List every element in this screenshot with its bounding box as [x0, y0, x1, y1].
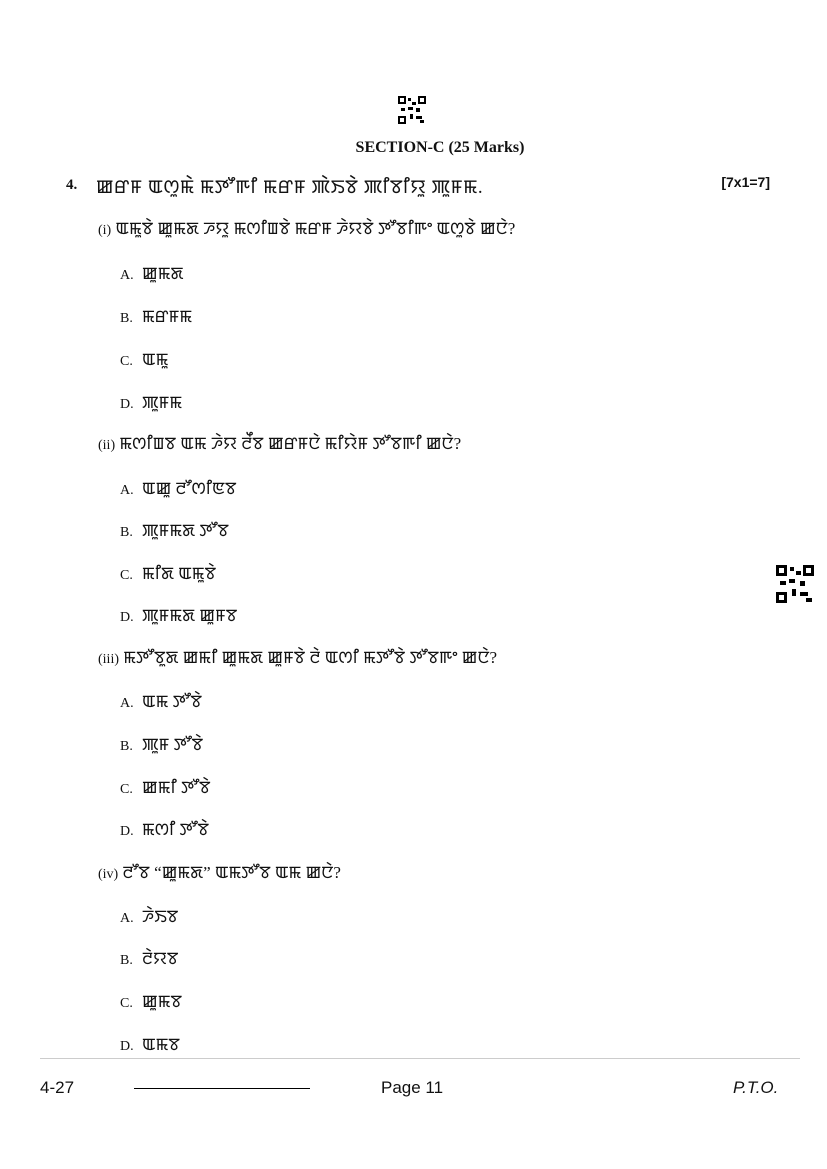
option-label: B.: [120, 525, 133, 540]
option-4b: [120, 947, 178, 970]
subquestion-text: ꯂꯧꯕ “ꯀꯨꯃꯗ” ꯑꯃꯇꯧꯕ ꯑꯃ ꯀꯅꯥ?: [122, 863, 341, 882]
option-label: D.: [120, 610, 134, 625]
option-label: D.: [120, 397, 134, 412]
option-label: C.: [120, 354, 133, 369]
paper-code: 4-27: [40, 1078, 75, 1097]
option-label: A.: [120, 483, 134, 498]
subquestion-4: [98, 861, 341, 884]
subquestion-2: [98, 432, 461, 455]
subquestion-text: ꯃꯇꯧꯕꯨꯗ ꯀꯃꯤ ꯀꯨꯃꯗ ꯀꯨꯝꯕꯥ ꯂꯥ ꯑꯁꯤ ꯃꯇꯧꯕꯥ ꯇꯧꯕꯒꯦ ꯀꯅꯥ?: [123, 648, 498, 667]
option-4a: [120, 905, 178, 928]
option-label: A.: [120, 268, 134, 283]
option-1a: [120, 262, 183, 285]
option-text: ꯀꯃꯤ ꯇꯧꯕꯥ: [142, 778, 211, 797]
option-2a: [120, 477, 237, 500]
option-label: C.: [120, 782, 133, 797]
option-1b: [120, 305, 192, 328]
option-2b: [120, 519, 229, 542]
option-label: D.: [120, 1039, 134, 1054]
qr-code-side: [776, 565, 814, 603]
option-text: ꯍꯥꯏꯕ: [142, 907, 179, 926]
option-label: C.: [120, 996, 133, 1011]
qr-code-top: [398, 96, 426, 124]
qr-code-top-icon: [398, 96, 426, 124]
footer-rule: [134, 1088, 310, 1089]
option-2c: [120, 562, 216, 585]
option-text: ꯑꯃ ꯇꯧꯕꯥ: [142, 692, 203, 711]
question-number: 4.: [66, 177, 78, 193]
section-title: SECTION-C (25 Marks): [355, 139, 525, 156]
pto-label: P.T.O.: [733, 1078, 779, 1097]
option-text: ꯄꯨꯝꯃꯗ ꯇꯧꯕ: [142, 521, 229, 540]
subquestion-label: (iii): [98, 652, 119, 667]
option-label: B.: [120, 311, 133, 326]
subquestion-text: ꯃꯁꯤꯡꯕ ꯑꯃ ꯍꯥꯌ ꯂꯩꯕ ꯀꯔꯝꯅꯥ ꯃꯤꯌꯥꯝ ꯇꯧꯕꯒꯤ ꯀꯅꯥ?: [119, 434, 462, 453]
subquestion-1: [98, 217, 515, 240]
option-label: A.: [120, 696, 134, 711]
option-text: ꯑꯃꯨ: [142, 350, 169, 369]
question-marks: [7x1=7]: [721, 174, 770, 190]
option-1c: [120, 348, 168, 371]
subquestion-label: (i): [98, 223, 112, 238]
subquestion-label: (iv): [98, 867, 119, 882]
option-3d: [120, 818, 209, 841]
option-text: ꯃꯔꯝꯃ: [142, 307, 193, 326]
option-label: A.: [120, 911, 134, 926]
option-label: B.: [120, 739, 133, 754]
option-4c: [120, 990, 182, 1013]
option-label: C.: [120, 568, 133, 583]
option-text: ꯄꯨꯝ ꯇꯧꯕꯥ: [142, 735, 204, 754]
option-text: ꯑꯀꯨ ꯂꯧꯁꯤꯟꯕ: [142, 479, 237, 498]
option-text: ꯃꯤꯗ ꯑꯃꯨꯕꯥ: [142, 564, 217, 583]
option-text: ꯃꯁꯤ ꯇꯧꯕꯥ: [142, 820, 209, 839]
option-label: B.: [120, 953, 133, 968]
option-text: ꯂꯥꯌꯕ: [142, 949, 179, 968]
qr-code-side-icon: [776, 565, 814, 603]
footer-divider: [40, 1058, 800, 1059]
option-4d: [120, 1033, 180, 1056]
option-text: ꯄꯨꯝꯃꯗ ꯀꯨꯝꯕ: [142, 606, 238, 625]
subquestion-label: (ii): [98, 438, 116, 453]
subquestion-3: [98, 646, 497, 669]
option-label: D.: [120, 824, 134, 839]
option-3a: [120, 690, 202, 713]
question-text: ꯀꯔꯝ ꯑꯁꯨꯃꯥ ꯃꯇꯧꯒꯤ ꯃꯔꯝ ꯄꯥꯏꯕꯥ ꯄꯤꯕꯤꯌꯨ ꯄꯨꯝꯃ.: [96, 177, 484, 198]
page-number: Page 11: [381, 1078, 444, 1097]
option-3c: [120, 776, 210, 799]
option-2d: [120, 604, 237, 627]
option-1d: [120, 391, 182, 414]
option-text: ꯄꯨꯝꯃ: [142, 393, 183, 412]
option-text: ꯀꯨꯃꯗ: [142, 264, 184, 283]
option-3b: [120, 733, 203, 756]
subquestion-text: ꯑꯃꯨꯕꯥ ꯀꯨꯃꯗ ꯍꯌꯨ ꯃꯁꯤꯡꯕꯥ ꯃꯔꯝ ꯍꯥꯌꯕꯥ ꯇꯧꯕꯤꯒꯦ ꯑꯁꯨꯕꯥ ꯀꯅꯥ?: [115, 219, 516, 238]
option-text: ꯑꯃꯕ: [142, 1035, 180, 1054]
option-text: ꯀꯨꯃꯕ: [142, 992, 182, 1011]
